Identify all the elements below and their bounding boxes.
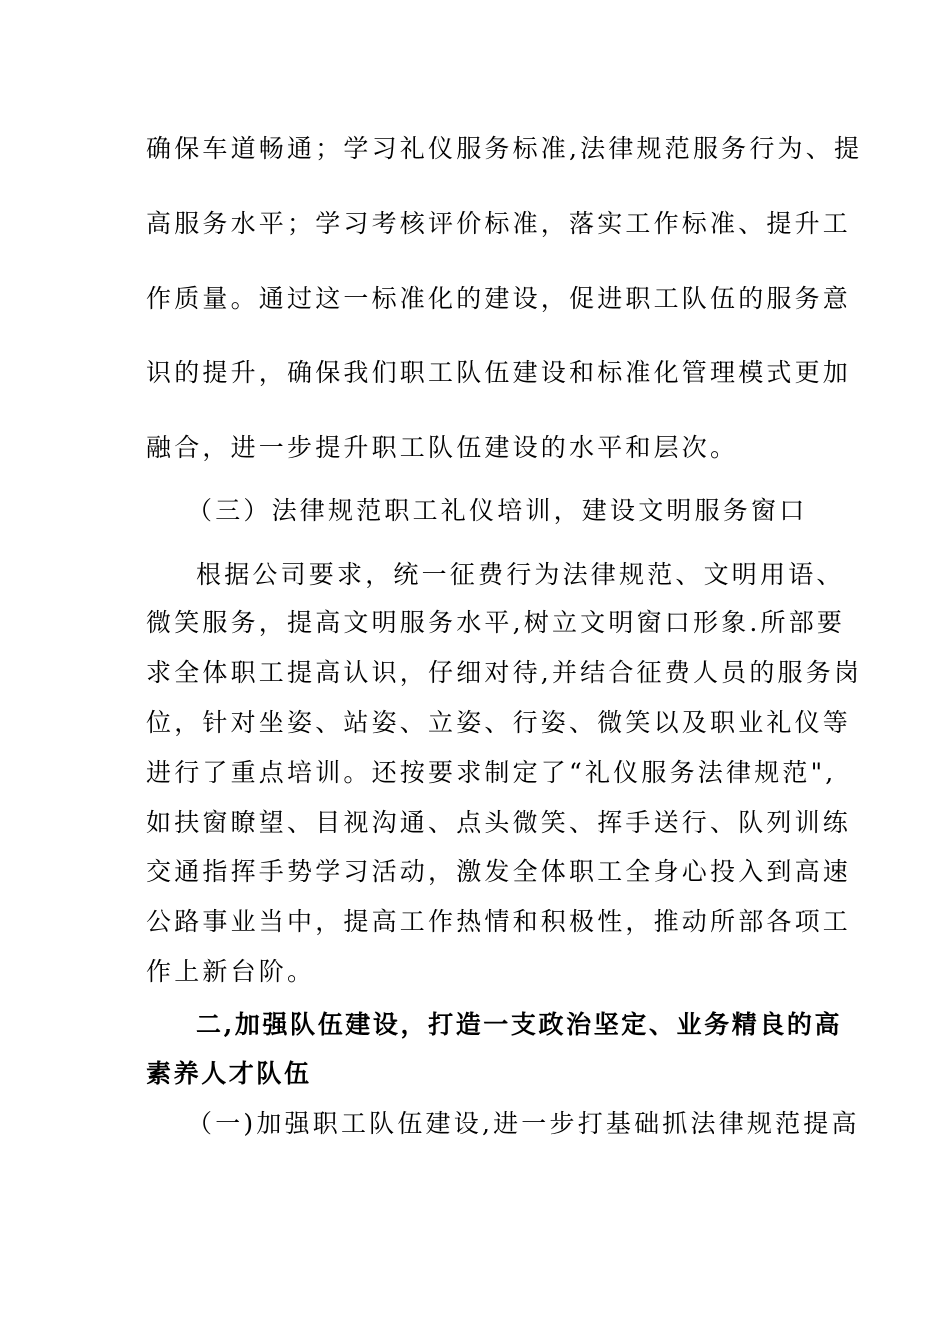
paragraph-line: 微笑服务，提高文明服务水平,树立文明窗口形象.所部要 [146,608,846,637]
paragraph-line: 作上新台阶。 [146,957,316,986]
chapter-heading: 二,加强队伍建设，打造一支政治坚定、业务精良的高 [196,1010,843,1039]
paragraph-line: 根据公司要求，统一征费行为法律规范、文明用语、 [196,560,845,589]
paragraph-line: 位，针对坐姿、站姿、立姿、行姿、微笑以及职业礼仪等 [146,708,852,737]
paragraph-line: 公路事业当中，提高工作热情和积极性，推动所部各项工 [146,907,852,936]
subsection-heading: （一)加强职工队伍建设,进一步打基础抓法律规范提高 [187,1109,860,1138]
paragraph-line: 高服务水平；学习考核评价标准，落实工作标准、提升工 [146,209,852,238]
paragraph-line: 求全体职工提高认识，仔细对待,并结合征费人员的服务岗 [146,658,863,687]
chapter-heading: 素养人才队伍 [146,1059,312,1088]
section-heading: （三）法律规范职工礼仪培训，建设文明服务窗口 [187,496,808,525]
paragraph-line: 确保车道畅通；学习礼仪服务标准,法律规范服务行为、提 [146,134,863,163]
paragraph-line: 如扶窗瞭望、目视沟通、点头微笑、挥手送行、队列训练 [146,808,852,837]
paragraph-line: 识的提升，确保我们职工队伍建设和标准化管理模式更加 [146,358,852,387]
paragraph-line: 作质量。通过这一标准化的建设，促进职工队伍的服务意 [146,284,852,313]
paragraph-line: 进行了重点培训。还按要求制定了“礼仪服务法律规范", [146,758,837,787]
paragraph-line: 交通指挥手势学习活动，激发全体职工全身心投入到高速 [146,857,852,886]
paragraph-line: 融合，进一步提升职工队伍建设的水平和层次。 [146,433,739,462]
